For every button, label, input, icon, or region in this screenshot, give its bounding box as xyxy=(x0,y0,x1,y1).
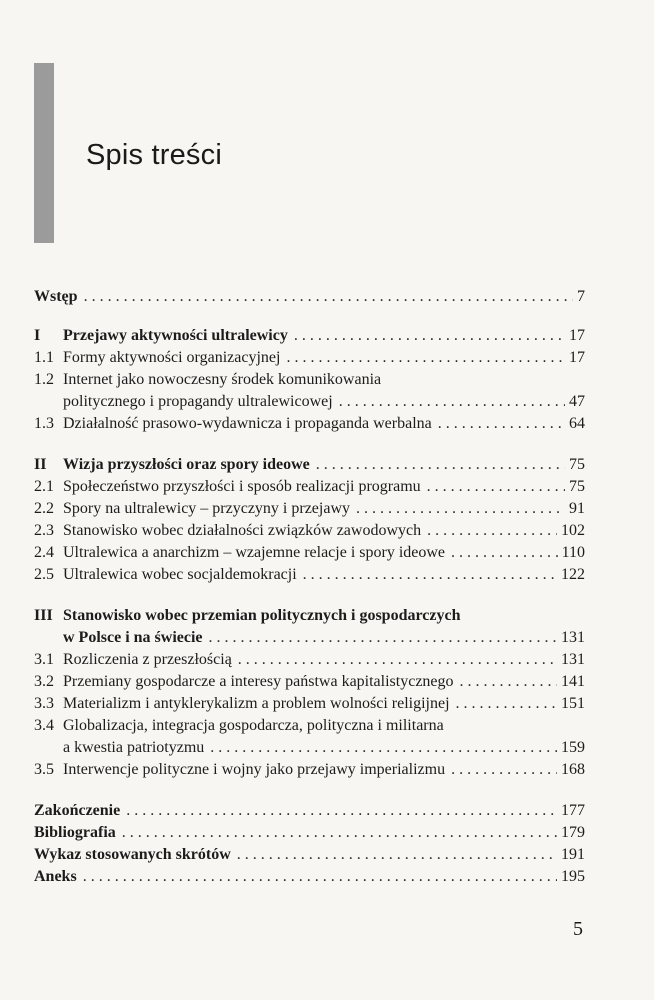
section-number: 3.5 xyxy=(34,761,54,778)
chapter-number: I xyxy=(34,327,41,344)
section-title: Interwencje polityczne i wojny jako przejawy imperializmu xyxy=(63,761,446,778)
chapter-title: w Polsce i na świecie xyxy=(63,629,203,646)
section-title: Ultralewica a anarchizm – wzajemne relacje i spory ideowe xyxy=(63,544,446,561)
section-number: 1.2 xyxy=(34,371,54,388)
toc-entry-label: Wykaz stosowanych skrótów xyxy=(34,846,231,863)
leader-dots xyxy=(84,286,573,308)
title-accent-bar xyxy=(34,63,54,243)
toc-entry-wstep[interactable] xyxy=(34,286,585,308)
toc-page-number: 47 xyxy=(569,393,585,410)
section-title: Materializm i antyklerykalizm a problem wolności religijnej xyxy=(63,695,450,712)
leader-dots xyxy=(83,866,557,888)
toc-page-number: 151 xyxy=(561,695,585,712)
toc-section-2-3[interactable] xyxy=(34,520,585,542)
section-number: 3.1 xyxy=(34,651,54,668)
section-number: 2.1 xyxy=(34,478,54,495)
toc-section-2-4[interactable] xyxy=(34,542,585,564)
section-number: 1.3 xyxy=(34,415,54,432)
section-title: Społeczeństwo przyszłości i sposób realizacji programu xyxy=(63,478,421,495)
section-number: 2.5 xyxy=(34,566,54,583)
toc-chapter-3[interactable] xyxy=(34,627,585,649)
toc-page-number: 141 xyxy=(561,673,585,690)
section-title: Spory na ultralewicy – przyczyny i przejawy xyxy=(63,500,351,517)
toc-section-1-2[interactable] xyxy=(34,391,585,413)
leader-dots xyxy=(126,800,557,822)
toc-entry-label: Aneks xyxy=(34,868,77,885)
leader-dots xyxy=(427,520,557,542)
toc-entry-zakonczenie[interactable] xyxy=(34,800,585,822)
toc-page-number: 131 xyxy=(561,651,585,668)
leader-dots xyxy=(451,542,558,564)
toc-section-3-4[interactable] xyxy=(34,737,585,759)
page-number-folio: 5 xyxy=(573,918,583,940)
toc-entry-label: Zakończenie xyxy=(34,802,121,819)
section-title: Przemiany gospodarcze a interesy państwa kapitalistycznego xyxy=(63,673,454,690)
chapter-number: III xyxy=(34,607,53,624)
toc-section-2-2[interactable] xyxy=(34,498,585,520)
toc-section-3-5[interactable] xyxy=(34,759,585,781)
section-title-line1: Internet jako nowoczesny środek komunikowania xyxy=(63,371,382,388)
leader-dots xyxy=(460,671,557,693)
toc-page-number: 177 xyxy=(561,802,585,819)
page-title: Spis treści xyxy=(86,139,222,171)
table-of-contents xyxy=(34,286,585,888)
leader-dots xyxy=(438,413,565,435)
toc-chapter-3-line1[interactable] xyxy=(34,605,585,627)
chapter-number: II xyxy=(34,456,47,473)
chapter-title: Wizja przyszłości oraz spory ideowe xyxy=(63,456,310,473)
toc-page-number: 195 xyxy=(561,868,585,885)
toc-section-3-4-line1[interactable] xyxy=(34,715,585,737)
section-number: 2.3 xyxy=(34,522,54,539)
toc-page-number: 91 xyxy=(569,500,585,517)
leader-dots xyxy=(237,844,557,866)
toc-section-3-2[interactable] xyxy=(34,671,585,693)
toc-page-number: 168 xyxy=(561,761,585,778)
section-title: Stanowisko wobec działalności związków zawodowych xyxy=(63,522,422,539)
leader-dots xyxy=(209,627,557,649)
toc-page-number: 75 xyxy=(569,478,585,495)
toc-page-number: 102 xyxy=(561,522,585,539)
section-number: 3.4 xyxy=(34,717,54,734)
toc-page-number: 17 xyxy=(569,349,585,366)
toc-entry-label: Wstęp xyxy=(34,288,78,305)
section-title: Rozliczenia z przeszłością xyxy=(63,651,232,668)
section-number: 1.1 xyxy=(34,349,54,366)
section-number: 3.2 xyxy=(34,673,54,690)
toc-page-number: 191 xyxy=(561,846,585,863)
toc-section-3-3[interactable] xyxy=(34,693,585,715)
toc-page-number: 64 xyxy=(569,415,585,432)
section-title-line1: Globalizacja, integracja gospodarcza, polityczna i militarna xyxy=(63,717,444,734)
toc-page-number: 17 xyxy=(569,327,585,344)
leader-dots xyxy=(427,476,565,498)
toc-section-2-5[interactable] xyxy=(34,564,585,586)
leader-dots xyxy=(286,347,565,369)
leader-dots xyxy=(294,325,565,347)
leader-dots xyxy=(210,737,557,759)
section-number: 2.2 xyxy=(34,500,54,517)
toc-page-number: 131 xyxy=(561,629,585,646)
section-number: 2.4 xyxy=(34,544,54,561)
leader-dots xyxy=(451,759,557,781)
section-title: politycznego i propagandy ultralewicowej xyxy=(63,393,333,410)
toc-page-number: 179 xyxy=(561,824,585,841)
section-title: Ultralewica wobec socjaldemokracji xyxy=(63,566,297,583)
toc-section-3-1[interactable] xyxy=(34,649,585,671)
leader-dots xyxy=(456,693,557,715)
leader-dots xyxy=(303,564,557,586)
toc-entry-aneks[interactable] xyxy=(34,866,585,888)
toc-section-1-2-line1[interactable] xyxy=(34,369,585,391)
toc-section-2-1[interactable] xyxy=(34,476,585,498)
leader-dots xyxy=(238,649,557,671)
section-title: a kwestia patriotyzmu xyxy=(63,739,205,756)
section-number: 3.3 xyxy=(34,695,54,712)
leader-dots xyxy=(122,822,557,844)
toc-page-number: 75 xyxy=(569,456,585,473)
toc-entry-bibliografia[interactable] xyxy=(34,822,585,844)
toc-page-number: 122 xyxy=(561,566,585,583)
section-title: Działalność prasowo-wydawnicza i propaganda werbalna xyxy=(63,415,432,432)
chapter-title-line1: Stanowisko wobec przemian politycznych i gospodarczych xyxy=(63,607,461,624)
leader-dots xyxy=(339,391,565,413)
toc-section-1-1[interactable] xyxy=(34,347,585,369)
chapter-title: Przejawy aktywności ultralewicy xyxy=(63,327,288,344)
toc-entry-wykaz-skrotow[interactable] xyxy=(34,844,585,866)
toc-chapter-1[interactable] xyxy=(34,325,585,347)
toc-entry-label: Bibliografia xyxy=(34,824,116,841)
toc-page-number: 159 xyxy=(561,739,585,756)
toc-section-1-3[interactable] xyxy=(34,413,585,435)
leader-dots xyxy=(356,498,565,520)
section-title: Formy aktywności organizacyjnej xyxy=(63,349,281,366)
toc-page-number: 110 xyxy=(561,544,585,561)
leader-dots xyxy=(316,454,565,476)
toc-page-number: 7 xyxy=(577,288,585,305)
toc-chapter-2[interactable] xyxy=(34,454,585,476)
